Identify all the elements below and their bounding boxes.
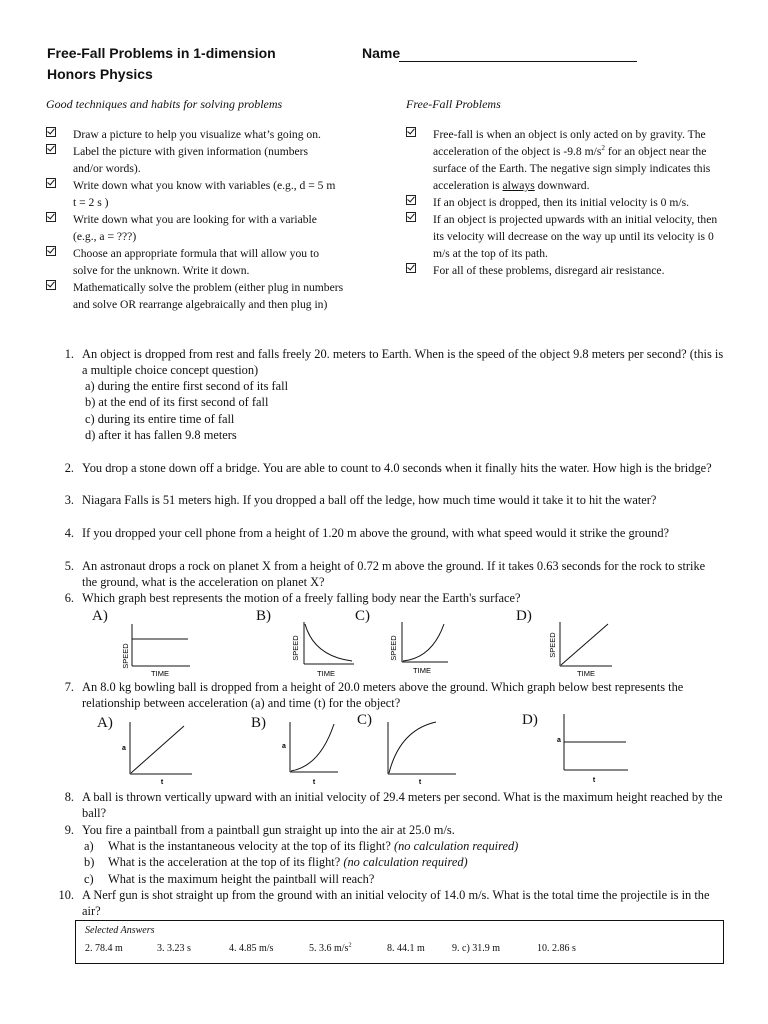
q7-graph-label-d: D) — [522, 712, 538, 728]
answer-item: 9. c) 31.9 m — [452, 943, 501, 954]
free-fall-facts-list: Free-fall is when an object is only acted on by gravity. The acceleration of the object is -9.8 $m/s^2$ for an object near the surface of the Earth. The negative sign simply indicates this acceleration is always downward. If an object is dropped, then its initial velocity is 0 m/s. If an object is projected upwards with an initial velocity, then its velocity will decrease on the way up until its velocity is 0 m/s at the top of its path. For all of these problems, disregard air resistance. — [406, 126, 722, 286]
q6-graph-label-a: A) — [92, 608, 108, 624]
linear-line — [131, 726, 184, 773]
q6-graph-label-d: D) — [516, 608, 532, 624]
q7-graph-label-b: B) — [251, 715, 266, 731]
q7-graph-a — [118, 716, 198, 788]
q7-graph-c — [380, 716, 460, 788]
q6-graph-b — [288, 618, 360, 680]
q1-option-a: a) during the entire first second of its fall — [85, 379, 289, 393]
time-axis-label: TIME — [151, 669, 169, 678]
selected-answers-heading: Selected Answers — [85, 925, 155, 936]
increasing-curve — [403, 624, 444, 661]
checkbox-icon — [46, 178, 56, 188]
q1-option-b: b) at the end of its first second of fall — [85, 395, 269, 409]
checkbox-icon — [406, 127, 416, 137]
a-axis-label: a — [282, 743, 286, 750]
q6-graph-d — [546, 618, 618, 680]
a-axis-label: a — [122, 745, 126, 752]
speed-axis-label: SPEED — [121, 643, 130, 669]
answer-item: 4. 4.85 m/s — [229, 943, 274, 954]
checkbox-icon — [406, 263, 416, 273]
checkbox-icon — [46, 212, 56, 222]
q1-option-d: d) after it has fallen 9.8 meters — [85, 428, 237, 442]
checkbox-icon — [46, 144, 56, 154]
worksheet-subtitle: Honors Physics — [47, 66, 153, 82]
q7-graph-d — [552, 710, 632, 782]
q6-graph-label-c: C) — [355, 608, 370, 624]
techniques-list: Draw a picture to help you visualize what’s going on. Label the picture with given information (numbers and/or words). Write down what you know with variables (e.g., d = 5 m t = 2 s ) Write down what you are looking for with a variable (e.g., a = ???) Choose an appropriate formula that will allow you to solve for the unknown. Write it down. Mathematically solve the problem (either plug in numbers and solve OR rearrange algebraically and then plug in) — [46, 126, 376, 336]
a-axis-label: a — [557, 737, 561, 744]
checkbox-icon — [406, 195, 416, 205]
checkbox-icon — [46, 127, 56, 137]
answer-item: 5. 3.6 $m/s^2$ — [309, 941, 352, 954]
checkbox-icon — [406, 212, 416, 222]
time-axis-label: TIME — [317, 669, 335, 678]
speed-axis-label: SPEED — [548, 632, 557, 658]
t-axis-label: t — [312, 779, 316, 786]
increasing-curve — [291, 724, 334, 771]
linear-line — [561, 624, 608, 665]
time-axis-label: TIME — [577, 669, 595, 678]
q6-graph-c — [386, 618, 458, 680]
worksheet-title: Free-Fall Problems in 1-dimension — [47, 45, 276, 61]
t-axis-label: t — [418, 779, 422, 786]
speed-axis-label: SPEED — [389, 635, 398, 661]
q1-option-c: c) during its entire time of fall — [85, 412, 235, 426]
time-axis-label: TIME — [413, 666, 431, 675]
decelerating-curve — [389, 722, 436, 773]
checkbox-icon — [46, 246, 56, 256]
techniques-heading: Good techniques and habits for solving problems — [46, 97, 283, 111]
name-label: Name — [362, 45, 401, 61]
name-blank-line[interactable] — [399, 61, 637, 62]
free-fall-heading: Free-Fall Problems — [406, 97, 501, 111]
q6-graph-a — [118, 618, 194, 680]
selected-answers-box — [75, 920, 724, 964]
decreasing-curve — [305, 624, 352, 661]
t-axis-label: t — [160, 779, 164, 786]
answer-item: 3. 3.23 s — [157, 943, 191, 954]
answer-item: 8. 44.1 m — [387, 943, 425, 954]
t-axis-label: t — [592, 777, 596, 782]
answer-item: 2. 78.4 m — [85, 943, 123, 954]
q7-graph-b — [278, 716, 358, 788]
q7-graph-label-a: A) — [97, 715, 113, 731]
checkbox-icon — [46, 280, 56, 290]
answer-item: 10. 2.86 s — [537, 943, 576, 954]
speed-axis-label: SPEED — [291, 635, 300, 661]
q6-graph-label-b: B) — [256, 608, 271, 624]
q7-graph-label-c: C) — [357, 712, 372, 728]
